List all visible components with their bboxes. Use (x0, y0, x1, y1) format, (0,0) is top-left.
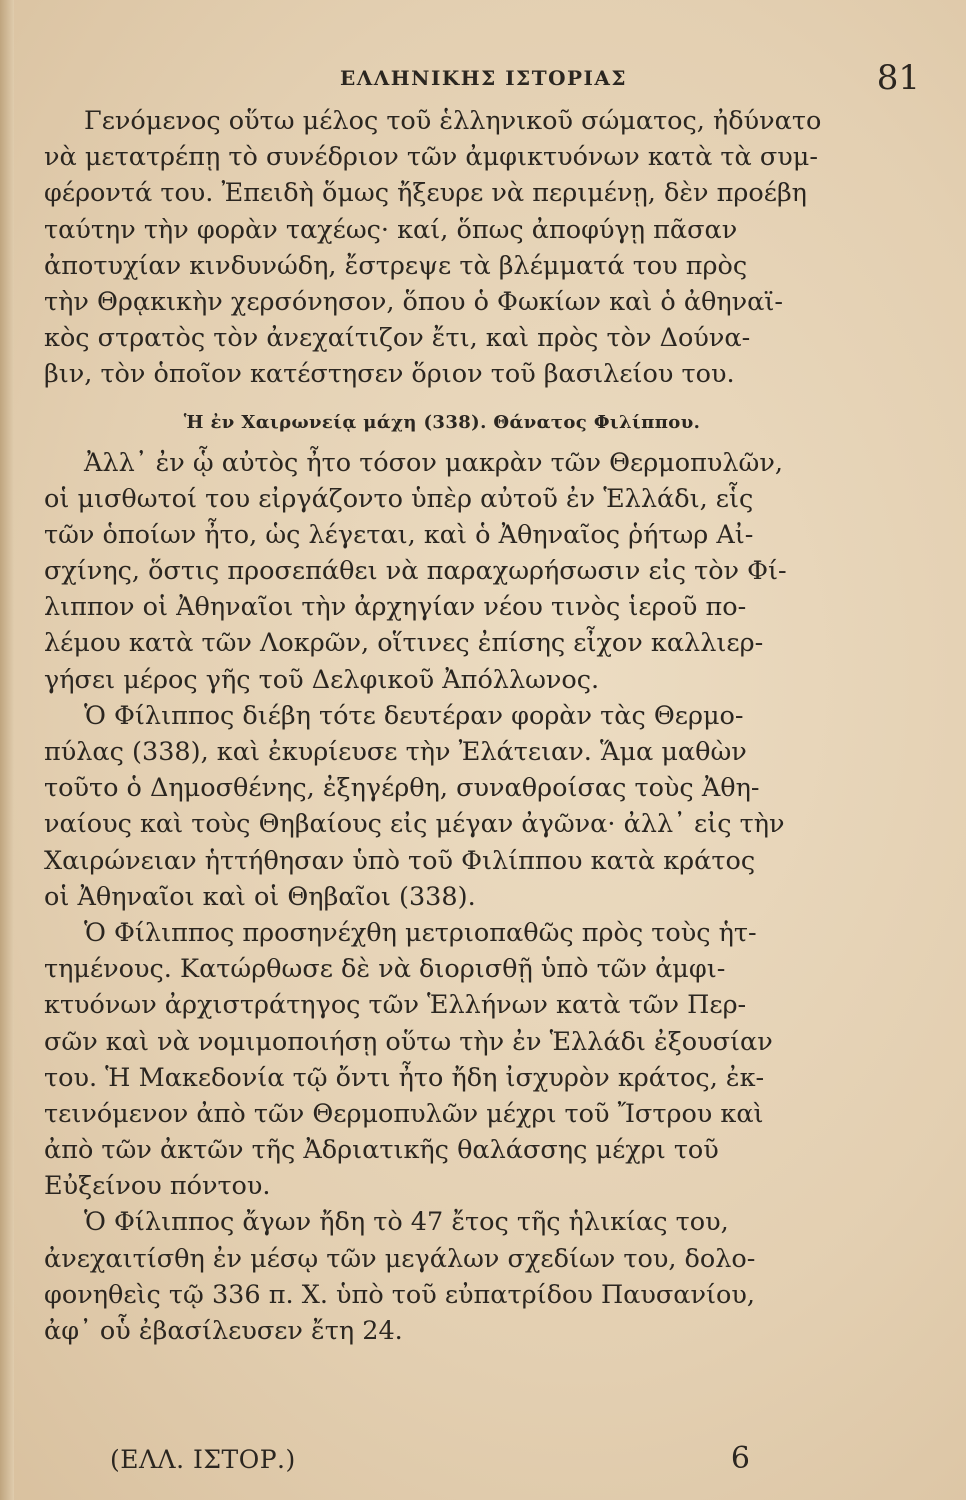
text-line: ἀποτυχίαν κινδυνώδη, ἔστρεψε τὰ βλέμματά του πρὸς (44, 250, 748, 281)
page-edge-shadow (0, 0, 14, 1500)
running-title: ΕΛΛΗΝΙΚΗΣ ΙΣΤΟΡΙΑΣ (340, 66, 628, 90)
text-line: κὸς στρατὸς τὸν ἀνεχαίτιζον ἔτι, καὶ πρὸς τὸν Δούνα- (44, 323, 751, 354)
text-line: Ἀλλ᾽ ἐν ᾧ αὐτὸς ἦτο τόσον μακρὰν τῶν Θερμοπυλῶν, (84, 447, 783, 478)
text-line: γήσει μέρος γῆς τοῦ Δελφικοῦ Ἀπόλλωνος. (44, 664, 600, 695)
text-line: σχίνης, ὅστις προσεπάθει νὰ παραχωρήσωσιν εἰς τὸν Φί- (44, 556, 787, 587)
text-line: λιππον οἱ Ἀθηναῖοι τὴν ἀρχηγίαν νέου τινὸς ἱεροῦ πο- (44, 592, 747, 623)
signature-mark: (ΕΛΛ. ΙΣΤΟΡ.) (110, 1445, 296, 1474)
text-line: οἱ Ἀθηναῖοι καὶ οἱ Θηβαῖοι (338). (44, 881, 476, 912)
text-line: Γενόμενος οὕτω μέλος τοῦ ἑλληνικοῦ σώματος, ἠδύνατο (84, 106, 822, 136)
text-line: Ὁ Φίλιππος ἄγων ἤδη τὸ 47 ἔτος τῆς ἡλικίας του, (84, 1207, 729, 1238)
text-line: λέμου κατὰ τῶν Λοκρῶν, οἵτινες ἐπίσης εἶχον καλλιερ- (44, 628, 764, 659)
text-line: ταύτην τὴν φορὰν ταχέως· καί, ὅπως ἀποφύγῃ πᾶσαν (44, 214, 738, 245)
text-line: ἀφ᾽ οὗ ἐβασίλευσεν ἔτη 24. (44, 1316, 403, 1346)
text-line: Ὁ Φίλιππος προσηνέχθη μετριοπαθῶς πρὸς τοὺς ἡτ- (84, 917, 757, 948)
page-number: 81 (876, 58, 920, 98)
text-line: Χαιρώνειαν ἡττήθησαν ὑπὸ τοῦ Φιλίππου κατὰ κράτος (44, 845, 756, 876)
text-line: Ὁ Φίλιππος διέβη τότε δευτέραν φορὰν τὰς Θερμο- (84, 700, 744, 731)
text-line: τοῦτο ὁ Δημοσθένης, ἐξηγέρθη, συναθροίσας τοὺς Ἀθη- (44, 773, 760, 804)
text-line: φονηθεὶς τῷ 336 π. Χ. ὑπὸ τοῦ εὐπατρίδου Παυσανίου, (44, 1279, 755, 1310)
section-heading: Ἡ ἐν Χαιρωνείᾳ μάχη (338). Θάνατος Φιλίππου. (183, 411, 701, 433)
text-line: πύλας (338), καὶ ἐκυρίευσε τὴν Ἐλάτειαν. Ἅμα μαθὼν (44, 737, 747, 767)
paragraph-4 (44, 915, 840, 1205)
text-line: τεινόμενον ἀπὸ τῶν Θερμοπυλῶν μέχρι τοῦ Ἴστρου καὶ (44, 1098, 764, 1129)
paragraph-3 (44, 698, 840, 915)
page-header (40, 58, 920, 106)
body-text (44, 103, 840, 1349)
text-line: τῶν ὁποίων ἦτο, ὡς λέγεται, καὶ ὁ Ἀθηναῖος ῥήτωρ Αἰ- (44, 519, 754, 550)
text-line: νὰ μετατρέπῃ τὸ συνέδριον τῶν ἀμφικτυόνων κατὰ τὰ συμ- (44, 142, 818, 173)
text-line: τὴν Θρᾳκικὴν χερσόνησον, ὅπου ὁ Φωκίων καὶ ὁ ἀθηναϊ- (44, 286, 784, 317)
text-line: κτυόνων ἀρχιστράτηγος τῶν Ἑλλήνων κατὰ τῶν Περ- (44, 990, 747, 1021)
page-footer (110, 1441, 750, 1485)
text-line: ναίους καὶ τοὺς Θηβαίους εἰς μέγαν ἀγῶνα· ἀλλ᾽ εἰς τὴν (44, 809, 785, 840)
paragraph-2 (44, 445, 840, 698)
signature-number: 6 (730, 1441, 750, 1476)
text-line: οἱ μισθωτοί του εἰργάζοντο ὑπὲρ αὐτοῦ ἐν Ἑλλάδι, εἷς (44, 483, 754, 514)
text-line: του. Ἡ Μακεδονία τῷ ὄντι ἦτο ἤδη ἰσχυρὸν κράτος, ἐκ- (44, 1062, 765, 1093)
text-line: ἀπὸ τῶν ἀκτῶν τῆς Ἀδριατικῆς θαλάσσης μέχρι τοῦ (44, 1135, 719, 1166)
text-line: Εὐξείνου πόντου. (44, 1171, 271, 1202)
text-line: τημένους. Κατώρθωσε δὲ νὰ διορισθῇ ὑπὸ τῶν ἀμφι- (44, 954, 726, 985)
text-line: φέροντά του. Ἐπειδὴ ὅμως ἤξευρε νὰ περιμένῃ, δὲν προέβη (44, 178, 807, 209)
text-line: σῶν καὶ νὰ νομιμοποιήσῃ οὕτω τὴν ἐν Ἑλλάδι ἐξουσίαν (44, 1026, 773, 1057)
text-line: βιν, τὸν ὁποῖον κατέστησεν ὅριον τοῦ βασιλείου του. (44, 359, 735, 390)
text-line: ἀνεχαιτίσθη ἐν μέσῳ τῶν μεγάλων σχεδίων του, δολο- (44, 1243, 756, 1274)
paragraph-5 (44, 1204, 840, 1349)
paragraph-1 (44, 103, 840, 393)
